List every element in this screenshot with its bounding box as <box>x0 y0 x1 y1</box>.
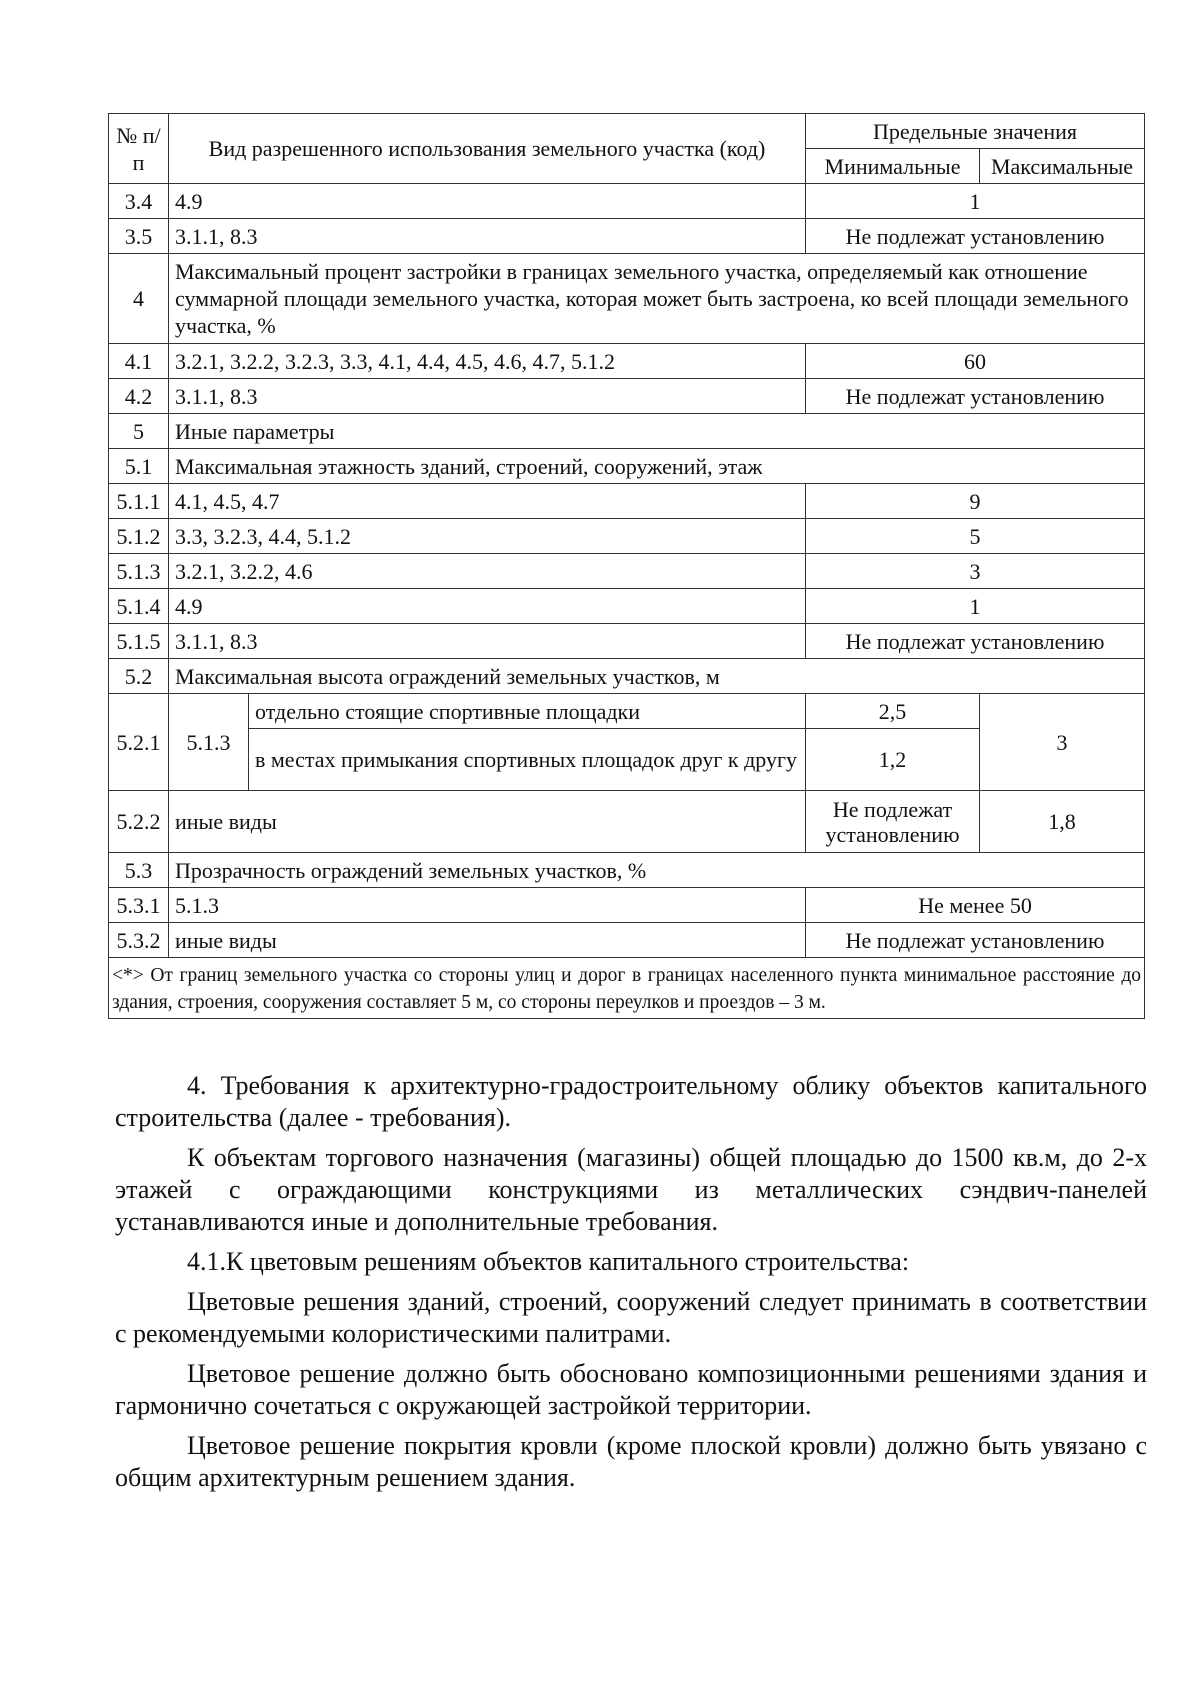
row-num: 5.3 <box>109 853 169 888</box>
row-code: 3.2.1, 3.2.2, 3.2.3, 3.3, 4.1, 4.4, 4.5, 4.6, 4.7, 5.1.2 <box>169 344 806 379</box>
table-row <box>109 791 1145 853</box>
table-row <box>109 184 1145 219</box>
paragraph: 4. Требования к архитектурно-градостроительному облику объектов капитального строительства (далее - требования). <box>115 1071 1147 1132</box>
row-code: 3.1.1, 8.3 <box>169 379 806 414</box>
row-num: 5.1.2 <box>109 519 169 554</box>
row-num: 5 <box>109 414 169 449</box>
row-num: 4.2 <box>109 379 169 414</box>
table-row <box>109 219 1145 254</box>
table-footnote: <*> От границ земельного участка со стороны улиц и дорог в границах населенного пункта минимальное расстояние до здания, строения, сооружения составляет 5 м, со стороны переулков и проездов – 3 м. <box>109 958 1145 1019</box>
table-row <box>109 659 1145 694</box>
row-num: 3.4 <box>109 184 169 219</box>
table-row <box>109 519 1145 554</box>
row-code: иные виды <box>169 791 806 853</box>
row-value: Не подлежат установлению <box>806 923 1145 958</box>
row-num: 5.3.2 <box>109 923 169 958</box>
table-row <box>109 694 1145 729</box>
paragraph: Цветовое решение покрытия кровли (кроме плоской кровли) должно быть увязано с общим архитектурным решением здания. <box>115 1431 1147 1492</box>
row-code: 4.9 <box>169 184 806 219</box>
row-code: 3.1.1, 8.3 <box>169 219 806 254</box>
table-row <box>109 624 1145 659</box>
row-min: Не подлежат установлению <box>806 791 980 853</box>
header-min: Минимальные <box>806 149 980 184</box>
row-value: 3 <box>806 554 1145 589</box>
row-num: 5.1.4 <box>109 589 169 624</box>
table-row <box>109 344 1145 379</box>
row-section-text: Максимальный процент застройки в границах земельного участка, определяемый как отношение суммарной площади земельного участка, которая может быть застроена, ко всей площади земельного участка, % <box>169 254 1145 344</box>
table-row <box>109 414 1145 449</box>
table-row <box>109 853 1145 888</box>
row-num: 5.1 <box>109 449 169 484</box>
row-num: 3.5 <box>109 219 169 254</box>
row-num: 5.3.1 <box>109 888 169 923</box>
row-section-text: Максимальная высота ограждений земельных участков, м <box>169 659 1145 694</box>
table-row <box>109 449 1145 484</box>
table-row <box>109 484 1145 519</box>
row-min: 2,5 <box>806 694 980 729</box>
paragraph: Цветовое решение должно быть обосновано композиционными решениями здания и гармонично сочетаться с окружающей застройкой территории. <box>115 1359 1147 1420</box>
row-num: 5.2.1 <box>109 694 169 791</box>
row-num: 4.1 <box>109 344 169 379</box>
row-subtext: отдельно стоящие спортивные площадки <box>249 694 806 729</box>
paragraph: Цветовые решения зданий, строений, сооружений следует принимать в соответствии с рекомендуемыми колористическими палитрами. <box>115 1287 1147 1348</box>
row-max: 3 <box>980 694 1145 791</box>
row-code: 3.1.1, 8.3 <box>169 624 806 659</box>
row-value: 1 <box>806 589 1145 624</box>
table-row <box>109 589 1145 624</box>
row-code: 5.1.3 <box>169 888 806 923</box>
row-section-text: Прозрачность ограждений земельных участков, % <box>169 853 1145 888</box>
paragraph: 4.1.К цветовым решениям объектов капитального строительства: <box>187 1247 910 1276</box>
row-num: 5.1.5 <box>109 624 169 659</box>
row-num: 4 <box>109 254 169 344</box>
paragraph: К объектам торгового назначения (магазины) общей площадью до 1500 кв.м, до 2-х этажей с ограждающими конструкциями из металлических сэндвич-панелей устанавливаются иные и дополнительные требования. <box>115 1143 1147 1236</box>
row-code: иные виды <box>169 923 806 958</box>
row-subtext: в местах примыкания спортивных площадок друг к другу <box>249 729 806 791</box>
row-num: 5.1.1 <box>109 484 169 519</box>
row-max: 1,8 <box>980 791 1145 853</box>
row-value: 5 <box>806 519 1145 554</box>
row-code: 5.1.3 <box>169 694 249 791</box>
header-limits: Предельные значения <box>806 114 1145 149</box>
parameters-table <box>108 113 1145 1019</box>
row-value: 60 <box>806 344 1145 379</box>
table-row <box>109 379 1145 414</box>
table-row <box>109 554 1145 589</box>
row-code: 3.2.1, 3.2.2, 4.6 <box>169 554 806 589</box>
row-section-text: Максимальная этажность зданий, строений, сооружений, этаж <box>169 449 1145 484</box>
row-value: Не подлежат установлению <box>806 379 1145 414</box>
row-value: 9 <box>806 484 1145 519</box>
row-code: 3.3, 3.2.3, 4.4, 5.1.2 <box>169 519 806 554</box>
row-min: 1,2 <box>806 729 980 791</box>
row-value: Не подлежат установлению <box>806 219 1145 254</box>
header-num: № п/п <box>109 114 169 184</box>
body-text <box>115 1070 1147 1502</box>
row-section-text: Иные параметры <box>169 414 1145 449</box>
table-row <box>109 923 1145 958</box>
header-kind: Вид разрешенного использования земельного участка (код) <box>169 114 806 184</box>
row-value: 1 <box>806 184 1145 219</box>
header-row <box>109 114 1145 149</box>
row-value: Не подлежат установлению <box>806 624 1145 659</box>
row-value: Не менее 50 <box>806 888 1145 923</box>
table-row <box>109 254 1145 344</box>
row-code: 4.1, 4.5, 4.7 <box>169 484 806 519</box>
row-num: 5.2.2 <box>109 791 169 853</box>
footnote-row <box>109 958 1145 1019</box>
row-code: 4.9 <box>169 589 806 624</box>
table-row <box>109 888 1145 923</box>
row-num: 5.1.3 <box>109 554 169 589</box>
header-max: Максимальные <box>980 149 1145 184</box>
row-num: 5.2 <box>109 659 169 694</box>
